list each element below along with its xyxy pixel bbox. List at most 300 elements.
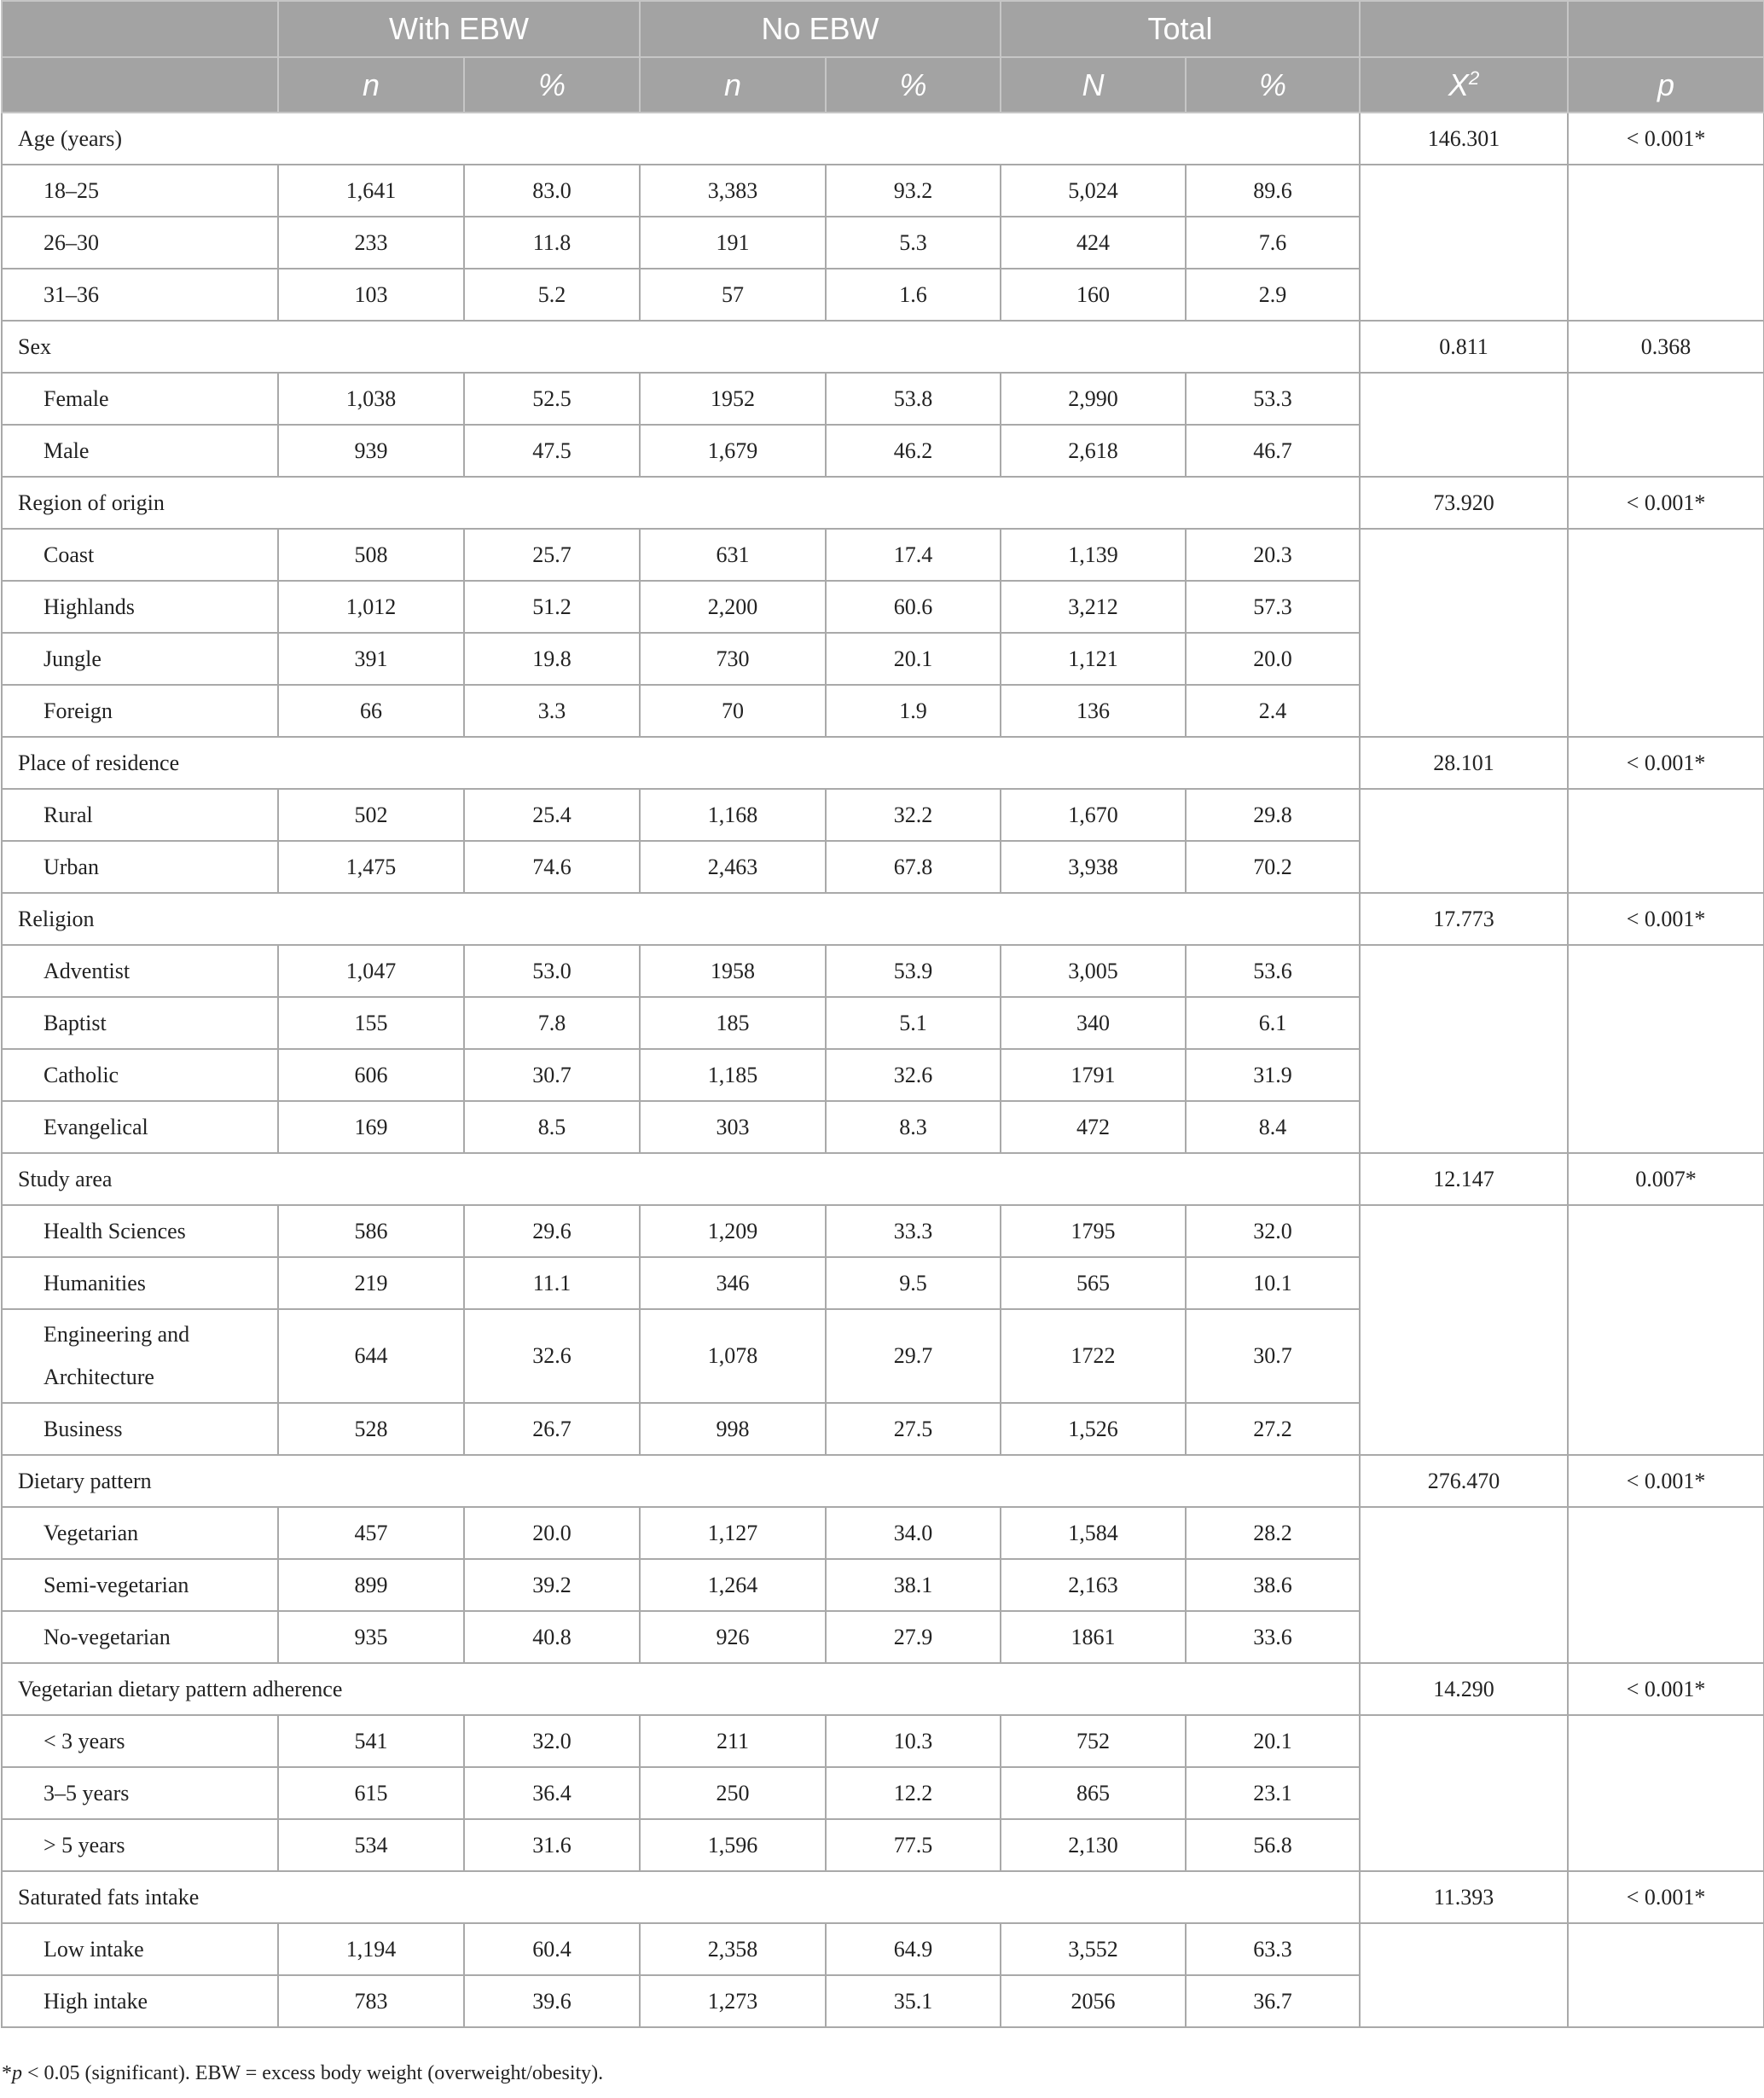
blank-cell <box>1360 789 1568 841</box>
blank-cell <box>1568 425 1764 477</box>
table-row <box>2 1819 1764 1871</box>
blank-cell <box>1568 1205 1764 1257</box>
table-row <box>2 1403 1764 1455</box>
table-row <box>2 945 1764 997</box>
no-ebw-pct: 33.3 <box>826 1205 1001 1257</box>
with-ebw-pct: 20.0 <box>464 1507 640 1559</box>
row-label: Coast <box>2 529 278 581</box>
total-pct: 7.6 <box>1186 217 1360 269</box>
total-n: 160 <box>1001 269 1186 321</box>
total-pct: 31.9 <box>1186 1049 1360 1101</box>
category-name: Study area <box>2 1153 1360 1205</box>
table-row <box>2 789 1764 841</box>
with-ebw-pct: 11.1 <box>464 1257 640 1309</box>
category-row <box>2 1663 1764 1715</box>
row-label: < 3 years <box>2 1715 278 1767</box>
category-row <box>2 893 1764 945</box>
no-ebw-n: 346 <box>640 1257 826 1309</box>
total-n: 2,130 <box>1001 1819 1186 1871</box>
header-sub-n-with: n <box>278 57 464 113</box>
no-ebw-pct: 27.9 <box>826 1611 1001 1663</box>
row-label: Baptist <box>2 997 278 1049</box>
header-sub-pct-total: % <box>1186 57 1360 113</box>
total-n: 2,163 <box>1001 1559 1186 1611</box>
with-ebw-pct: 26.7 <box>464 1403 640 1455</box>
row-label: Evangelical <box>2 1101 278 1153</box>
with-ebw-n: 169 <box>278 1101 464 1153</box>
with-ebw-n: 219 <box>278 1257 464 1309</box>
with-ebw-pct: 36.4 <box>464 1767 640 1819</box>
no-ebw-pct: 46.2 <box>826 425 1001 477</box>
category-name: Dietary pattern <box>2 1455 1360 1507</box>
header-sub-n-no: n <box>640 57 826 113</box>
row-label: High intake <box>2 1975 278 2027</box>
table-row <box>2 1205 1764 1257</box>
with-ebw-n: 935 <box>278 1611 464 1663</box>
with-ebw-pct: 19.8 <box>464 633 640 685</box>
no-ebw-n: 1,679 <box>640 425 826 477</box>
table-row <box>2 425 1764 477</box>
no-ebw-n: 250 <box>640 1767 826 1819</box>
blank-cell <box>1568 789 1764 841</box>
no-ebw-pct: 17.4 <box>826 529 1001 581</box>
blank-cell <box>1360 581 1568 633</box>
header-total: Total <box>1001 1 1360 57</box>
total-n: 1,670 <box>1001 789 1186 841</box>
with-ebw-n: 1,038 <box>278 373 464 425</box>
row-label: 31–36 <box>2 269 278 321</box>
blank-cell <box>1360 1923 1568 1975</box>
category-row <box>2 737 1764 789</box>
total-n: 1791 <box>1001 1049 1186 1101</box>
blank-cell <box>1568 997 1764 1049</box>
p-value: < 0.001* <box>1568 477 1764 529</box>
blank-cell <box>1360 1309 1568 1403</box>
blank-cell <box>1568 945 1764 997</box>
footnote-text: < 0.05 (significant). EBW = excess body weight (overweight/obesity). <box>22 2062 604 2084</box>
with-ebw-n: 1,194 <box>278 1923 464 1975</box>
total-n: 865 <box>1001 1767 1186 1819</box>
total-pct: 57.3 <box>1186 581 1360 633</box>
no-ebw-pct: 1.6 <box>826 269 1001 321</box>
table-row <box>2 1767 1764 1819</box>
with-ebw-n: 508 <box>278 529 464 581</box>
table-row <box>2 633 1764 685</box>
total-pct: 56.8 <box>1186 1819 1360 1871</box>
table-row <box>2 1309 1764 1403</box>
with-ebw-n: 502 <box>278 789 464 841</box>
no-ebw-n: 2,463 <box>640 841 826 893</box>
table-row <box>2 997 1764 1049</box>
table-row <box>2 1559 1764 1611</box>
chi-square-value: 276.470 <box>1360 1455 1568 1507</box>
blank-cell <box>1568 373 1764 425</box>
table-row <box>2 1611 1764 1663</box>
total-n: 5,024 <box>1001 165 1186 217</box>
no-ebw-n: 185 <box>640 997 826 1049</box>
blank-cell <box>1568 1715 1764 1767</box>
total-pct: 27.2 <box>1186 1403 1360 1455</box>
with-ebw-pct: 60.4 <box>464 1923 640 1975</box>
no-ebw-n: 631 <box>640 529 826 581</box>
blank-cell <box>1360 1101 1568 1153</box>
no-ebw-n: 1,273 <box>640 1975 826 2027</box>
table-row <box>2 373 1764 425</box>
with-ebw-n: 541 <box>278 1715 464 1767</box>
total-pct: 28.2 <box>1186 1507 1360 1559</box>
table-row <box>2 685 1764 737</box>
blank-cell <box>1360 841 1568 893</box>
blank-cell <box>1568 1975 1764 2027</box>
footnote-asterisk: * <box>2 2062 12 2084</box>
with-ebw-n: 233 <box>278 217 464 269</box>
with-ebw-pct: 32.6 <box>464 1309 640 1403</box>
row-label: > 5 years <box>2 1819 278 1871</box>
row-label: Engineering and Architecture <box>2 1309 278 1403</box>
table-row <box>2 269 1764 321</box>
total-n: 424 <box>1001 217 1186 269</box>
with-ebw-n: 1,047 <box>278 945 464 997</box>
row-label: Health Sciences <box>2 1205 278 1257</box>
with-ebw-pct: 53.0 <box>464 945 640 997</box>
blank-cell <box>1568 1611 1764 1663</box>
with-ebw-pct: 7.8 <box>464 997 640 1049</box>
table-row <box>2 1923 1764 1975</box>
with-ebw-n: 783 <box>278 1975 464 2027</box>
blank-cell <box>1568 217 1764 269</box>
header-p-value: p <box>1568 57 1764 113</box>
total-n: 3,212 <box>1001 581 1186 633</box>
chi-square-value: 28.101 <box>1360 737 1568 789</box>
no-ebw-pct: 20.1 <box>826 633 1001 685</box>
no-ebw-n: 730 <box>640 633 826 685</box>
chi-square-value: 11.393 <box>1360 1871 1568 1923</box>
blank-cell <box>1568 529 1764 581</box>
table-row <box>2 1101 1764 1153</box>
total-pct: 10.1 <box>1186 1257 1360 1309</box>
total-pct: 53.6 <box>1186 945 1360 997</box>
blank-cell <box>1360 269 1568 321</box>
no-ebw-pct: 53.8 <box>826 373 1001 425</box>
with-ebw-n: 1,475 <box>278 841 464 893</box>
no-ebw-n: 70 <box>640 685 826 737</box>
blank-cell <box>1568 165 1764 217</box>
no-ebw-n: 1,596 <box>640 1819 826 1871</box>
no-ebw-pct: 10.3 <box>826 1715 1001 1767</box>
total-n: 1722 <box>1001 1309 1186 1403</box>
table-row <box>2 1049 1764 1101</box>
header-with-ebw: With EBW <box>278 1 640 57</box>
table-row <box>2 165 1764 217</box>
no-ebw-n: 191 <box>640 217 826 269</box>
no-ebw-pct: 93.2 <box>826 165 1001 217</box>
header-chi-blank <box>1360 1 1568 57</box>
total-n: 3,938 <box>1001 841 1186 893</box>
total-pct: 20.0 <box>1186 633 1360 685</box>
row-label: Foreign <box>2 685 278 737</box>
category-name: Region of origin <box>2 477 1360 529</box>
with-ebw-n: 457 <box>278 1507 464 1559</box>
no-ebw-n: 57 <box>640 269 826 321</box>
total-pct: 38.6 <box>1186 1559 1360 1611</box>
header-sub-n-total: N <box>1001 57 1186 113</box>
with-ebw-pct: 25.4 <box>464 789 640 841</box>
row-label: Rural <box>2 789 278 841</box>
total-n: 1,526 <box>1001 1403 1186 1455</box>
blank-cell <box>1360 1819 1568 1871</box>
no-ebw-n: 998 <box>640 1403 826 1455</box>
row-label: Semi-vegetarian <box>2 1559 278 1611</box>
no-ebw-pct: 8.3 <box>826 1101 1001 1153</box>
table-row <box>2 529 1764 581</box>
header-sub-pct-no: % <box>826 57 1001 113</box>
p-value: < 0.001* <box>1568 1871 1764 1923</box>
no-ebw-pct: 29.7 <box>826 1309 1001 1403</box>
with-ebw-pct: 8.5 <box>464 1101 640 1153</box>
p-value: 0.368 <box>1568 321 1764 373</box>
no-ebw-pct: 12.2 <box>826 1767 1001 1819</box>
p-value: 0.007* <box>1568 1153 1764 1205</box>
total-n: 3,552 <box>1001 1923 1186 1975</box>
blank-cell <box>1568 1819 1764 1871</box>
no-ebw-n: 303 <box>640 1101 826 1153</box>
category-row <box>2 1871 1764 1923</box>
total-n: 1795 <box>1001 1205 1186 1257</box>
blank-cell <box>1568 1507 1764 1559</box>
blank-cell <box>1568 1101 1764 1153</box>
with-ebw-n: 606 <box>278 1049 464 1101</box>
category-row <box>2 1153 1764 1205</box>
chi-label: X <box>1448 67 1469 102</box>
table-row <box>2 217 1764 269</box>
data-table <box>1 0 1764 2028</box>
header-p-blank <box>1568 1 1764 57</box>
header-sub-pct-with: % <box>464 57 640 113</box>
total-pct: 36.7 <box>1186 1975 1360 2027</box>
with-ebw-pct: 30.7 <box>464 1049 640 1101</box>
no-ebw-n: 211 <box>640 1715 826 1767</box>
total-pct: 2.9 <box>1186 269 1360 321</box>
total-n: 1,584 <box>1001 1507 1186 1559</box>
with-ebw-n: 899 <box>278 1559 464 1611</box>
with-ebw-pct: 11.8 <box>464 217 640 269</box>
with-ebw-n: 66 <box>278 685 464 737</box>
with-ebw-n: 939 <box>278 425 464 477</box>
blank-cell <box>1568 581 1764 633</box>
no-ebw-pct: 35.1 <box>826 1975 1001 2027</box>
blank-cell <box>1568 1257 1764 1309</box>
blank-cell <box>1568 1403 1764 1455</box>
with-ebw-n: 391 <box>278 633 464 685</box>
blank-cell <box>1360 1257 1568 1309</box>
blank-cell <box>1568 1309 1764 1403</box>
table-row <box>2 1257 1764 1309</box>
total-pct: 89.6 <box>1186 165 1360 217</box>
with-ebw-pct: 32.0 <box>464 1715 640 1767</box>
with-ebw-pct: 3.3 <box>464 685 640 737</box>
no-ebw-pct: 60.6 <box>826 581 1001 633</box>
with-ebw-pct: 29.6 <box>464 1205 640 1257</box>
total-pct: 53.3 <box>1186 373 1360 425</box>
blank-cell <box>1360 1611 1568 1663</box>
row-label: No-vegetarian <box>2 1611 278 1663</box>
no-ebw-pct: 32.6 <box>826 1049 1001 1101</box>
with-ebw-pct: 5.2 <box>464 269 640 321</box>
total-pct: 2.4 <box>1186 685 1360 737</box>
no-ebw-n: 1,185 <box>640 1049 826 1101</box>
blank-cell <box>1360 997 1568 1049</box>
chi-square-value: 146.301 <box>1360 113 1568 165</box>
header-chi-square <box>1360 57 1568 113</box>
total-n: 565 <box>1001 1257 1186 1309</box>
p-value: < 0.001* <box>1568 1663 1764 1715</box>
blank-cell <box>1360 529 1568 581</box>
no-ebw-n: 3,383 <box>640 165 826 217</box>
blank-cell <box>1360 1767 1568 1819</box>
blank-cell <box>1360 685 1568 737</box>
total-pct: 30.7 <box>1186 1309 1360 1403</box>
total-pct: 70.2 <box>1186 841 1360 893</box>
table-row <box>2 1975 1764 2027</box>
table-body <box>2 113 1764 2027</box>
blank-cell <box>1360 633 1568 685</box>
blank-cell <box>1568 1767 1764 1819</box>
blank-cell <box>1360 1205 1568 1257</box>
total-pct: 33.6 <box>1186 1611 1360 1663</box>
total-pct: 8.4 <box>1186 1101 1360 1153</box>
with-ebw-n: 644 <box>278 1309 464 1403</box>
header-corner-2 <box>2 57 278 113</box>
p-value: < 0.001* <box>1568 893 1764 945</box>
with-ebw-n: 534 <box>278 1819 464 1871</box>
no-ebw-n: 926 <box>640 1611 826 1663</box>
header-corner <box>2 1 278 57</box>
no-ebw-n: 1952 <box>640 373 826 425</box>
row-label: Adventist <box>2 945 278 997</box>
blank-cell <box>1568 1923 1764 1975</box>
category-name: Age (years) <box>2 113 1360 165</box>
no-ebw-pct: 32.2 <box>826 789 1001 841</box>
with-ebw-pct: 25.7 <box>464 529 640 581</box>
no-ebw-n: 1,209 <box>640 1205 826 1257</box>
p-value: < 0.001* <box>1568 1455 1764 1507</box>
blank-cell <box>1360 1559 1568 1611</box>
total-n: 136 <box>1001 685 1186 737</box>
total-pct: 32.0 <box>1186 1205 1360 1257</box>
blank-cell <box>1360 1507 1568 1559</box>
with-ebw-pct: 39.2 <box>464 1559 640 1611</box>
category-row <box>2 321 1764 373</box>
no-ebw-pct: 67.8 <box>826 841 1001 893</box>
total-n: 1,139 <box>1001 529 1186 581</box>
category-row <box>2 1455 1764 1507</box>
row-label: Vegetarian <box>2 1507 278 1559</box>
no-ebw-n: 1,264 <box>640 1559 826 1611</box>
total-pct: 23.1 <box>1186 1767 1360 1819</box>
total-n: 2,990 <box>1001 373 1186 425</box>
with-ebw-pct: 31.6 <box>464 1819 640 1871</box>
with-ebw-n: 103 <box>278 269 464 321</box>
no-ebw-n: 2,200 <box>640 581 826 633</box>
blank-cell <box>1568 841 1764 893</box>
chi-square-value: 17.773 <box>1360 893 1568 945</box>
with-ebw-pct: 52.5 <box>464 373 640 425</box>
with-ebw-n: 1,012 <box>278 581 464 633</box>
table-row <box>2 581 1764 633</box>
no-ebw-pct: 5.3 <box>826 217 1001 269</box>
total-pct: 6.1 <box>1186 997 1360 1049</box>
total-pct: 20.3 <box>1186 529 1360 581</box>
total-n: 3,005 <box>1001 945 1186 997</box>
total-n: 752 <box>1001 1715 1186 1767</box>
table-row <box>2 1507 1764 1559</box>
with-ebw-pct: 51.2 <box>464 581 640 633</box>
with-ebw-n: 615 <box>278 1767 464 1819</box>
total-n: 472 <box>1001 1101 1186 1153</box>
chi-square-value: 0.811 <box>1360 321 1568 373</box>
blank-cell <box>1568 685 1764 737</box>
with-ebw-pct: 40.8 <box>464 1611 640 1663</box>
no-ebw-pct: 5.1 <box>826 997 1001 1049</box>
footnote-p: p <box>12 2062 22 2084</box>
row-label: Female <box>2 373 278 425</box>
p-value: < 0.001* <box>1568 737 1764 789</box>
category-name: Religion <box>2 893 1360 945</box>
blank-cell <box>1360 1403 1568 1455</box>
row-label: Highlands <box>2 581 278 633</box>
blank-cell <box>1360 373 1568 425</box>
blank-cell <box>1360 1049 1568 1101</box>
no-ebw-n: 1,127 <box>640 1507 826 1559</box>
blank-cell <box>1568 633 1764 685</box>
blank-cell <box>1360 945 1568 997</box>
with-ebw-pct: 74.6 <box>464 841 640 893</box>
row-label: Urban <box>2 841 278 893</box>
blank-cell <box>1360 217 1568 269</box>
with-ebw-n: 1,641 <box>278 165 464 217</box>
no-ebw-pct: 9.5 <box>826 1257 1001 1309</box>
chi-square-value: 14.290 <box>1360 1663 1568 1715</box>
total-n: 2,618 <box>1001 425 1186 477</box>
chi-superscript: 2 <box>1468 67 1480 89</box>
total-pct: 20.1 <box>1186 1715 1360 1767</box>
with-ebw-n: 586 <box>278 1205 464 1257</box>
row-label: Low intake <box>2 1923 278 1975</box>
row-label: Humanities <box>2 1257 278 1309</box>
with-ebw-n: 528 <box>278 1403 464 1455</box>
total-n: 2056 <box>1001 1975 1186 2027</box>
blank-cell <box>1360 165 1568 217</box>
table-footnote <box>2 2062 603 2085</box>
row-label: Male <box>2 425 278 477</box>
blank-cell <box>1568 1049 1764 1101</box>
row-label: Jungle <box>2 633 278 685</box>
no-ebw-n: 1,078 <box>640 1309 826 1403</box>
table-row <box>2 1715 1764 1767</box>
category-name: Place of residence <box>2 737 1360 789</box>
with-ebw-pct: 47.5 <box>464 425 640 477</box>
total-n: 340 <box>1001 997 1186 1049</box>
no-ebw-pct: 64.9 <box>826 1923 1001 1975</box>
with-ebw-pct: 39.6 <box>464 1975 640 2027</box>
no-ebw-n: 1,168 <box>640 789 826 841</box>
no-ebw-n: 1958 <box>640 945 826 997</box>
category-row <box>2 113 1764 165</box>
row-label: 18–25 <box>2 165 278 217</box>
no-ebw-pct: 38.1 <box>826 1559 1001 1611</box>
blank-cell <box>1568 269 1764 321</box>
chi-square-value: 12.147 <box>1360 1153 1568 1205</box>
